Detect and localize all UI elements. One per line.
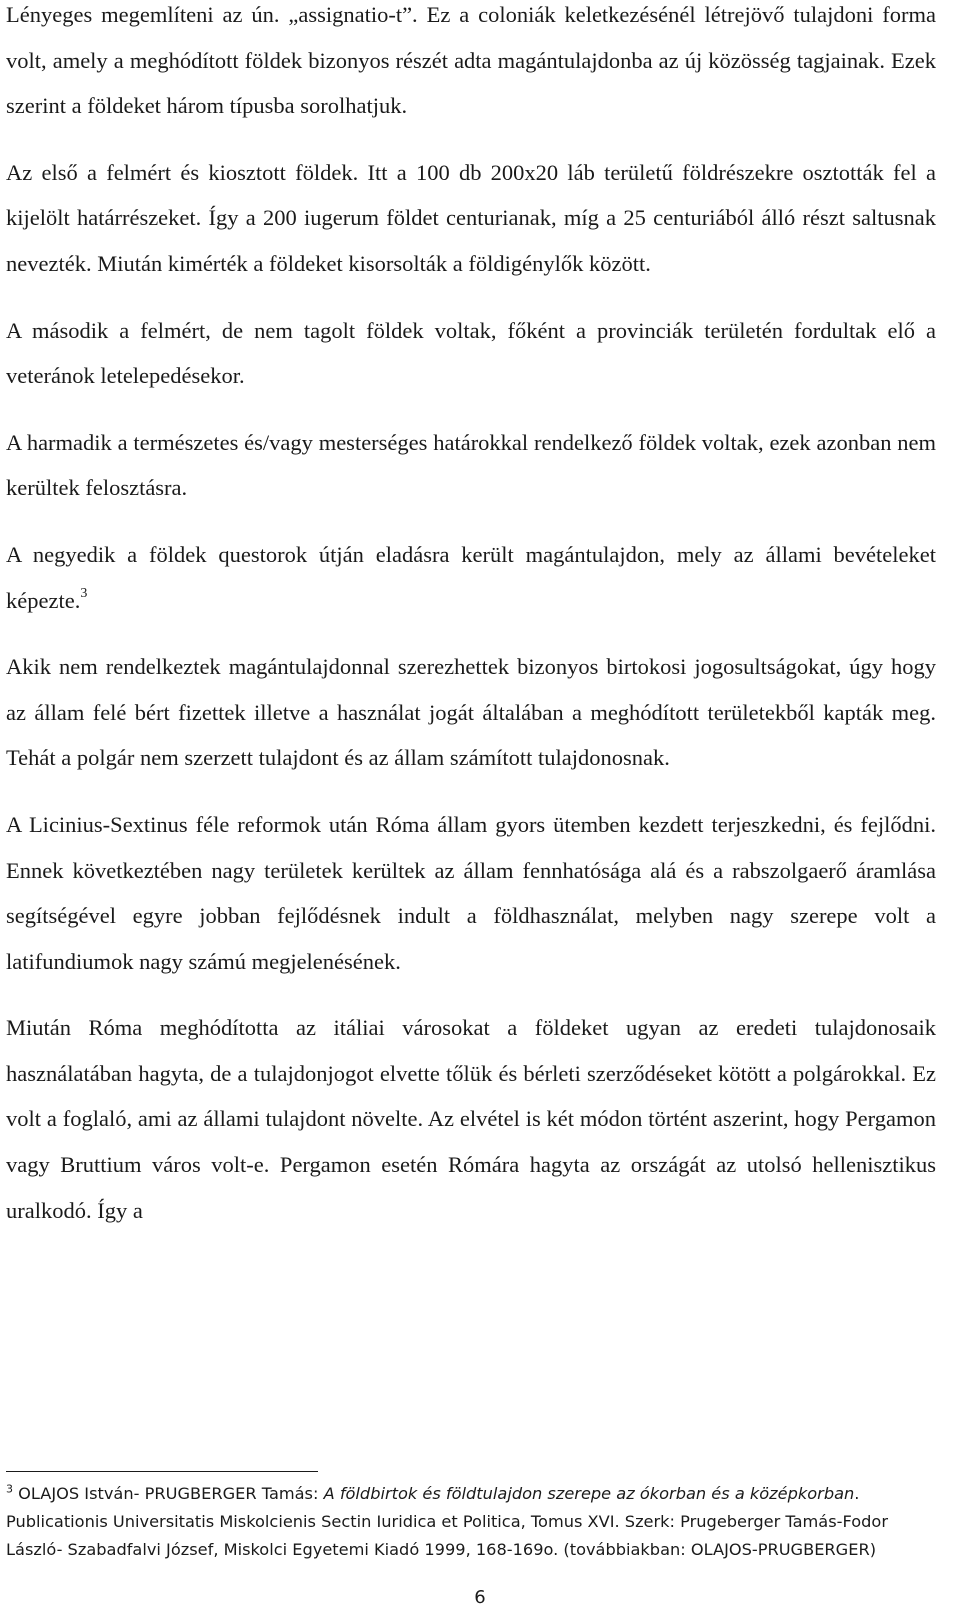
footnote-reference[interactable]: 3: [80, 586, 88, 602]
paragraph-possession-rights: Akik nem rendelkeztek magántulajdonnal szerezhettek bizonyos birtokosi jogosultságokat, úgy hogy az állam felé bért fizettek illetve a használat jogát általában a meghódított területekből kapták meg. Tehát a polgár nem szerzett tulajdont és az állam számított tulajdonosnak.: [6, 654, 936, 771]
footnote-separator: [6, 1471, 318, 1472]
body-text: [6, 0, 936, 1254]
paragraph-first-type: Az első a felmért és kiosztott földek. Itt a 100 db 200x20 láb területű földrészekre osztották fel a kijelölt határrészeket. Így a 200 iugerum földet centurianak, míg a 25 centuriából álló részt saltusnak nevezték. Miután kimérték a földeket kisorsolták a földigénylők között.: [6, 159, 936, 276]
paragraph-assignatio: Lényeges megemlíteni az ún. „assignatio-t”. Ez a coloniák keletkezésénél létrejövő tulajdoni forma volt, amely a meghódított földek bizonyos részét adta magántulajdonba az új közösség tagjainak. Ezek szerint a földeket három típusba sorolhatjuk.: [6, 2, 936, 119]
footnote-title: A földbirtok és földtulajdon szerepe az ókorban és a középkorban: [323, 1484, 855, 1503]
footnote: [6, 1480, 941, 1564]
page-number: 6: [474, 1587, 486, 1608]
footnote-authors: OLAJOS István- PRUGBERGER Tamás:: [18, 1484, 324, 1503]
paragraph-licinius-sextinus: A Licinius-Sextinus féle reformok után Róma állam gyors ütemben kezdett terjeszkedni, és fejlődni. Ennek következtében nagy területek kerültek az állam fennhatósága alá és a rabszolgaerő áramlása segítségével egyre jobban fejlődésnek indult a földhasználat, melyben nagy szerepe volt a latifundiumok nagy számú megjelenésének.: [6, 811, 936, 974]
footnote-number: 3: [6, 1482, 13, 1496]
paragraph-fourth-type: [6, 532, 936, 623]
paragraph-second-type: A második a felmért, de nem tagolt földek voltak, főként a provinciák területén fordultak elő a veteránok letelepedésekor.: [6, 317, 936, 389]
paragraph-fourth-type-text: A negyedik a földek questorok útján eladásra került magántulajdon, mely az állami bevételeket képezte.: [6, 541, 936, 613]
footnote-details: . Publicationis Universitatis Miskolcienis Sectin Iuridica et Politica, Tomus XVI. Szerk: Prugeberger Tamás-Fodor László- Szabadfalvi József, Miskolci Egyetemi Kiadó 1999, 168-169o. (továbbiakban: OLAJOS-PRUGBERGER): [6, 1484, 888, 1559]
paragraph-roma-conquest: Miután Róma meghódította az itáliai városokat a földeket ugyan az eredeti tulajdonosaik használatában hagyta, de a tulajdonjogot elvette tőlük és bérleti szerződéseket kötött a polgárokkal. Ez volt a foglaló, ami az állami tulajdont növelte. Az elvétel is két módon történt aszerint, hogy Pergamon vagy Bruttium város volt-e. Pergamon esetén Rómára hagyta az országát az utolsó hellenisztikus uralkodó. Így a: [6, 1015, 936, 1223]
paragraph-third-type: A harmadik a természetes és/vagy mesterséges határokkal rendelkező földek voltak, ezek azonban nem kerültek felosztásra.: [6, 429, 936, 501]
